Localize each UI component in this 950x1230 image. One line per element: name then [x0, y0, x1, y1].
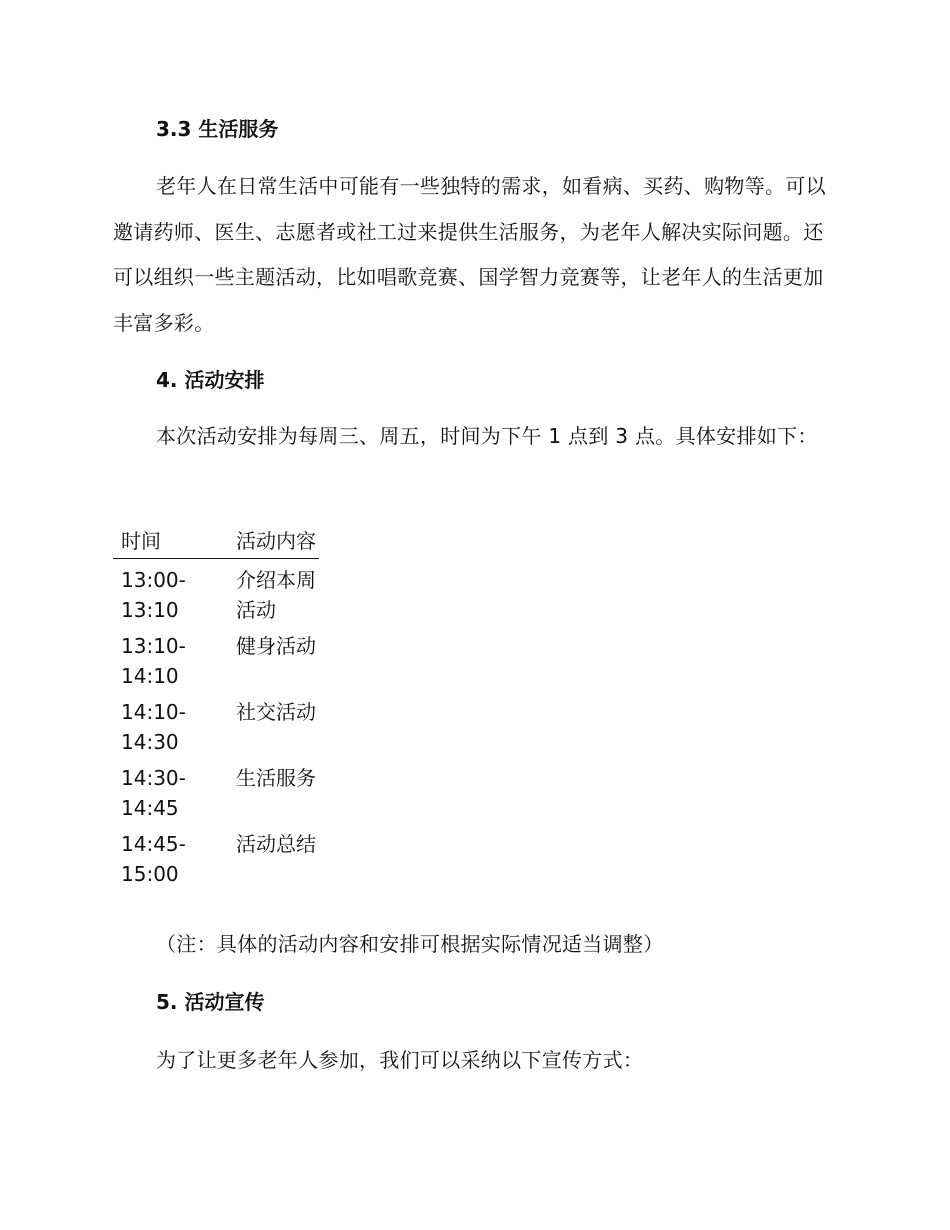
table-row — [113, 697, 319, 757]
table-row — [113, 565, 319, 625]
schedule-header-time: 时间 — [121, 529, 161, 553]
section-heading-3-3: 3.3 生活服务 — [156, 117, 279, 141]
section-heading-4: 4. 活动安排 — [156, 368, 265, 392]
schedule-time-cell: 14:30-14:45 — [121, 766, 186, 820]
table-row — [113, 631, 319, 691]
section-paragraph-5: 为了让更多老年人参加，我们可以采纳以下宣传方式： — [156, 1048, 644, 1072]
schedule-activity-cell: 介绍本周活动 — [236, 568, 316, 622]
section-heading-5: 5. 活动宣传 — [156, 990, 265, 1014]
schedule-time-cell: 14:45-15:00 — [121, 832, 186, 886]
schedule-time-cell: 13:10-14:10 — [121, 634, 186, 688]
schedule-activity-cell: 社交活动 — [236, 700, 316, 724]
table-row — [113, 763, 319, 823]
section-paragraph-4: 本次活动安排为每周三、周五，时间为下午 1 点到 3 点。具体安排如下： — [156, 424, 818, 448]
schedule-activity-cell: 生活服务 — [236, 766, 316, 790]
schedule-header-activity: 活动内容 — [236, 529, 316, 553]
schedule-time-cell: 13:00-13:10 — [121, 568, 186, 622]
schedule-header-row — [113, 526, 319, 559]
table-row — [113, 829, 319, 889]
schedule-table — [113, 526, 319, 889]
schedule-activity-cell: 健身活动 — [236, 634, 316, 658]
schedule-time-cell: 14:10-14:30 — [121, 700, 186, 754]
section-paragraph-3-3: 老年人在日常生活中可能有一些独特的需求，如看病、买药、购物等。可以邀请药师、医生、志愿者或社工过来提供生活服务，为老年人解决实际问题。还可以组织一些主题活动，比如唱歌竞赛、国学智力竞赛等，让老年人的生活更加丰富多彩。 — [113, 174, 826, 335]
schedule-activity-cell: 活动总结 — [236, 832, 316, 856]
schedule-note: （注：具体的活动内容和安排可根据实际情况适当调整） — [156, 932, 664, 956]
